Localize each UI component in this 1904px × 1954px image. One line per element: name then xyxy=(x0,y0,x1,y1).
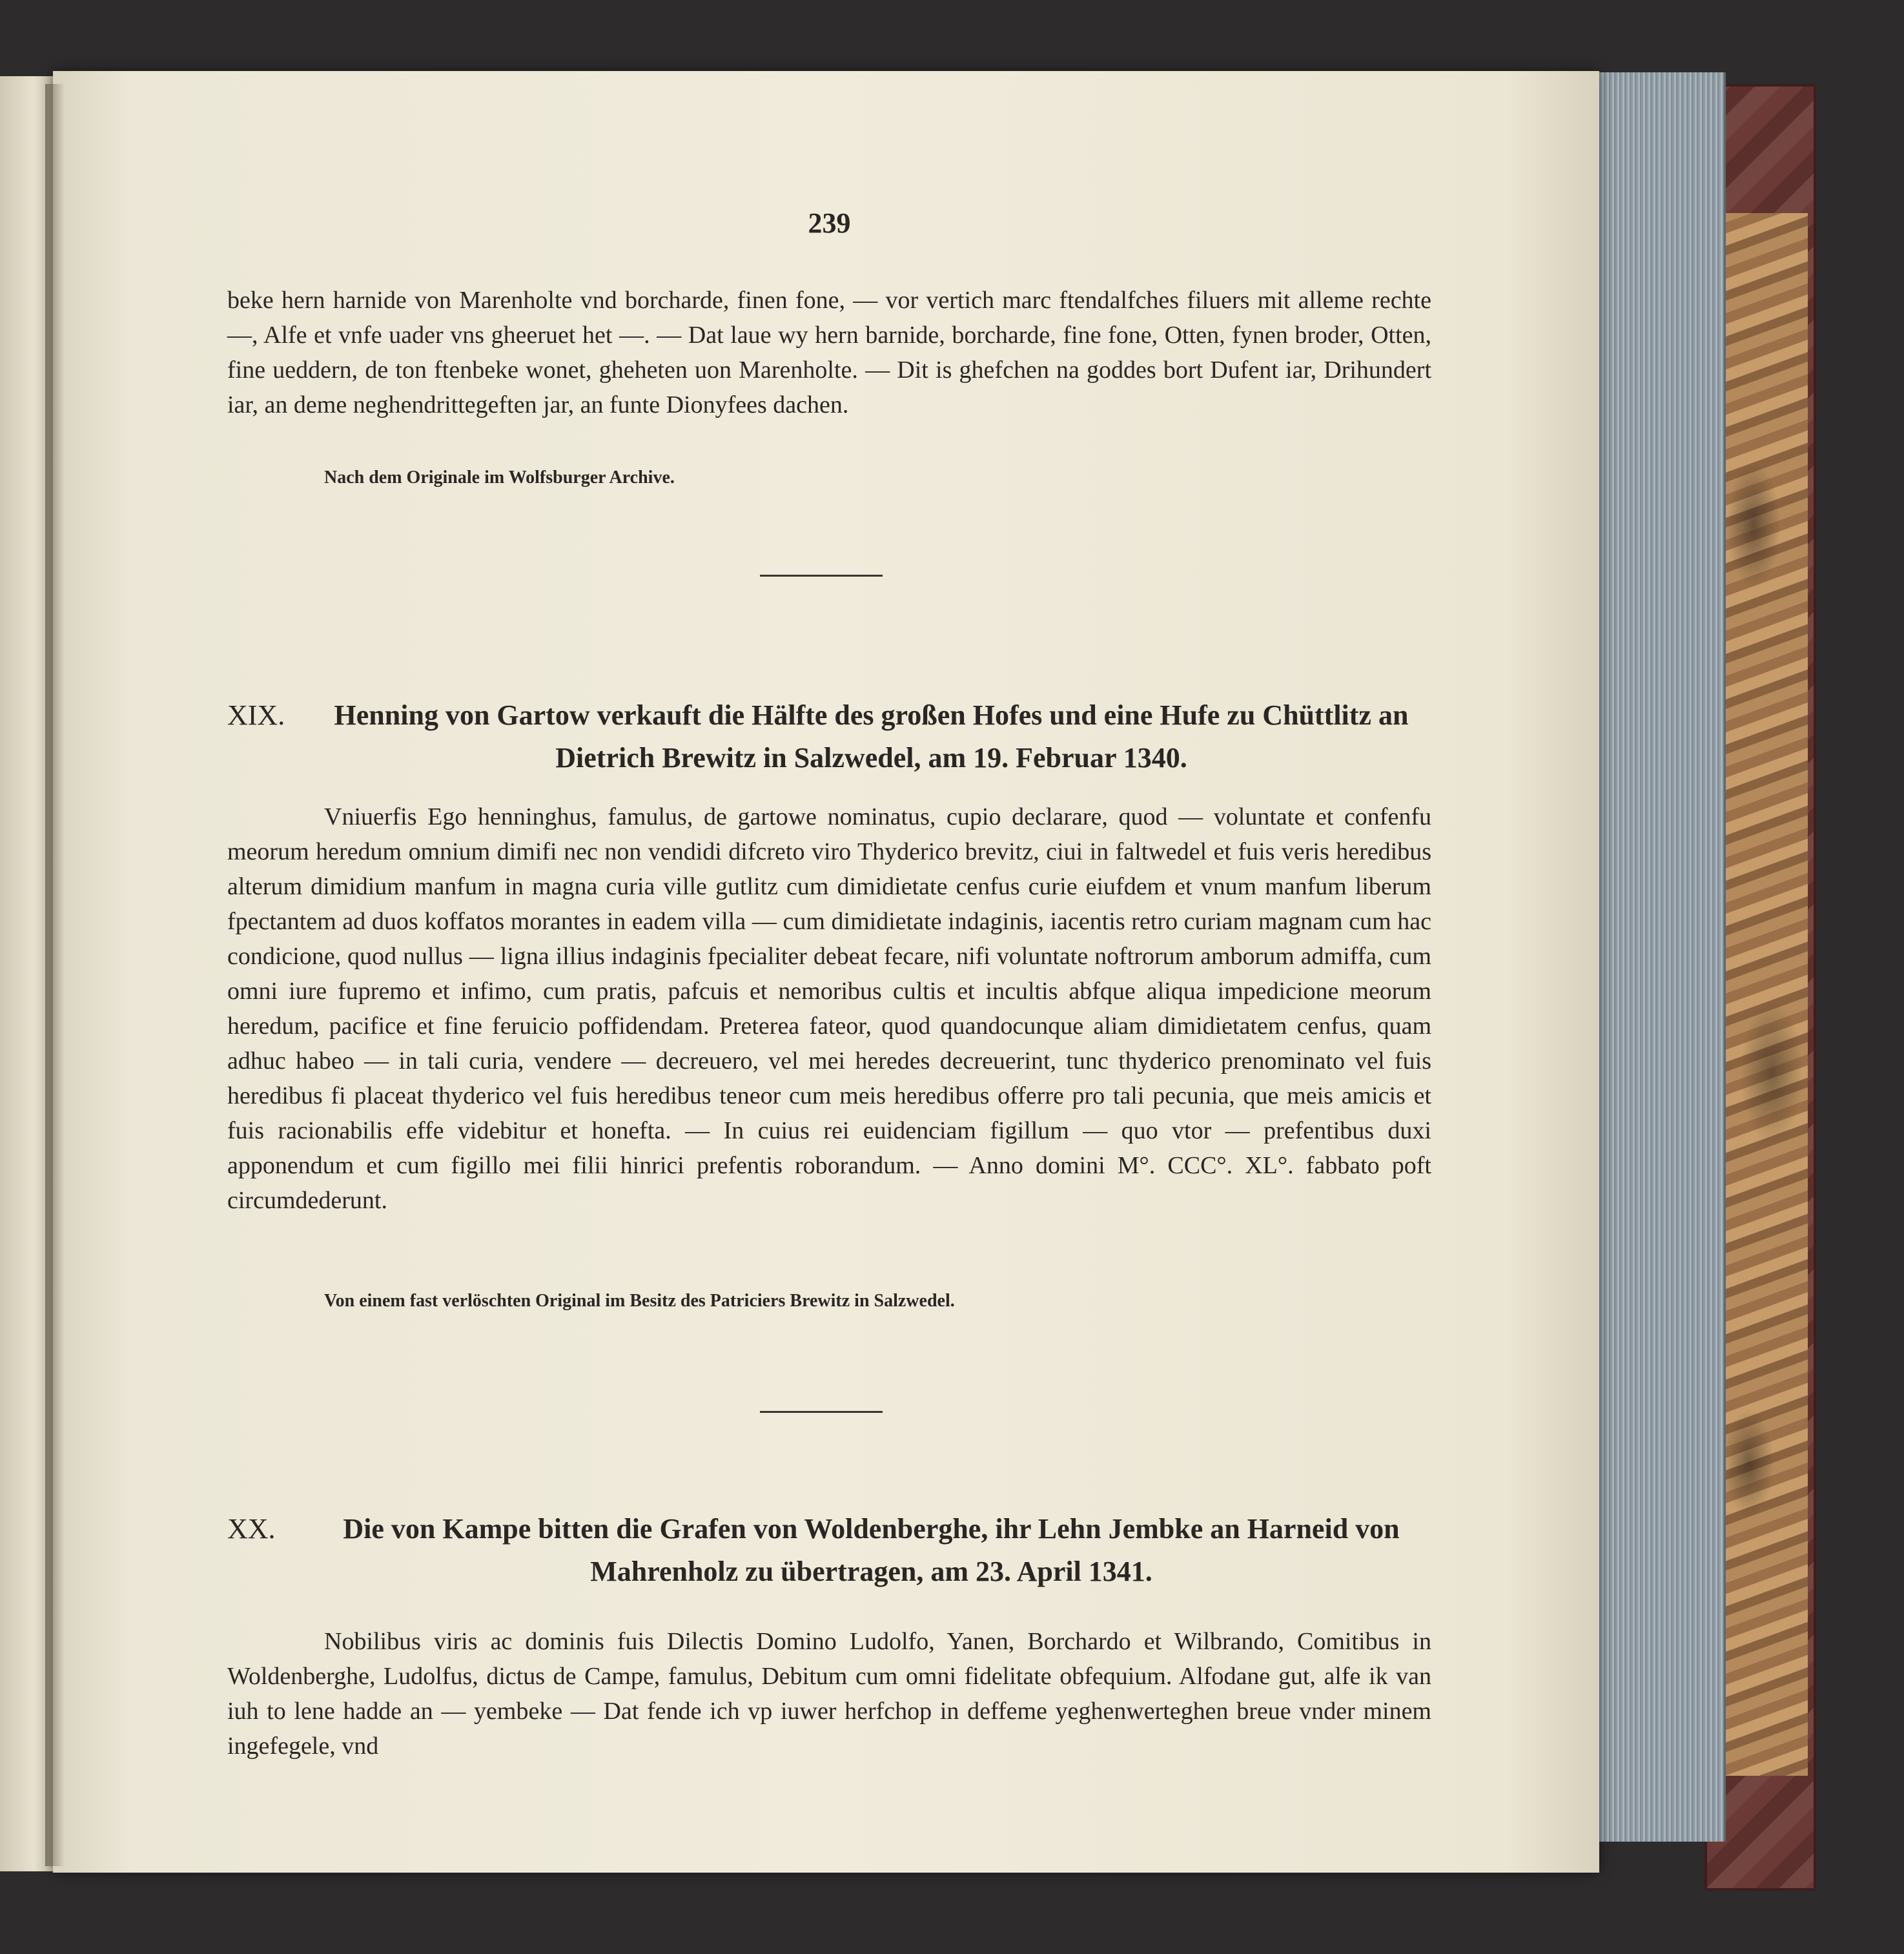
section-title: Henning von Gartow verkauft die Hälfte des großen Hofes und eine Hufe zu Chüttlitz an Dietrich Brewitz in Salzwedel, am 19. Februar 1340. xyxy=(334,699,1409,774)
section-divider xyxy=(760,575,883,577)
marbled-cover-paper xyxy=(1717,213,1808,1776)
continued-charter-text: beke hern harnide von Marenholte vnd borcharde, finen fone, — vor vertich marc ftendalfches filuers mit alleme rechte —, Alfe et vnfe uader vns gheeruet het —. — Dat laue wy hern barnide, borcharde, fine fone, Otten, fynen broder, Otten, fine ueddern, de ton ftenbeke wonet, gheheten uon Marenholte. — Dit is ghefchen na goddes bort Dufent iar, Drihundert iar, an deme neghendrittegeften jar, an funte Dionyfees dachen. xyxy=(227,287,1431,418)
page-number: 239 xyxy=(808,207,851,239)
source-note: Nach dem Originale im Wolfsburger Archive. xyxy=(324,468,675,488)
book-page xyxy=(53,71,1599,1873)
section-number: XX. xyxy=(227,1513,276,1545)
source-note: Von einem fast verlöschten Original im Besitz des Patriciers Brewitz in Salzwedel. xyxy=(324,1291,955,1311)
charter-text-xx: Nobilibus viris ac dominis fuis Dilectis Domino Ludolfo, Yanen, Borchardo et Wilbrando, Comitibus in Woldenberghe, Ludolfus, dictus de Campe, famulus, Debitum cum omni fidelitate obfequium. Alfodane gut, alfe ik van iuh to lene hadde an — yembeke — Dat fende ich vp iuwer herfchop in deffeme yeghenwerteghen breue vnder minem ingefegele, vnd xyxy=(227,1628,1431,1760)
section-title: Die von Kampe bitten die Grafen von Woldenberghe, ihr Lehn Jembke an Harneid von Mahrenholz zu übertragen, am 23. April 1341. xyxy=(343,1513,1400,1587)
section-divider xyxy=(760,1411,883,1413)
page-block-edges xyxy=(1595,72,1726,1842)
page-gutter-shadow xyxy=(45,84,65,1866)
charter-text-xix: Vniuerfis Ego henninghus, famulus, de gartowe nominatus, cupio declarare, quod — voluntate et confenfu meorum heredum omnium dimifi nec non vendidi difcreto viro Thyderico brevitz, ciui in faltwedel et fuis veris heredibus alterum dimidium manfum in magna curia ville gutlitz cum dimidietate cenfus curie eiufdem et vnum manfum liberum fpectantem ad duos koffatos morantes in eadem villa — cum dimidietate indaginis, iacentis retro curiam magnam cum hac condicione, quod nullus — ligna illius indaginis fpecialiter debeat fecare, nifi voluntate noftrorum amborum admiffa, cum omni iure fupremo et infimo, cum pratis, pafcuis et nemoribus cultis et incultis abfque aliqua impedicione meorum heredum, pacifice et fine feruicio poffidendam. Preterea fateor, quod quandocunque aliam dimidietatem cenfus, quam adhuc habeo — in tali curia, vendere — decreuero, vel mei heredes decreuerint, tunc thyderico prenominato vel fuis heredibus fi placeat thyderico vel fuis heredibus teneor cum meis heredibus offerre pro tali pecunia, que meis amicis et fuis racionabilis effe videbitur et honefta. — In cuius rei euidenciam figillum — quo vtor — prefentibus duxi apponendum et cum figillo mei filii hinrici prefentis roborandum. — Anno domini M°. CCC°. XL°. fabbato poft circumdederunt. xyxy=(227,803,1431,1214)
section-number: XIX. xyxy=(227,699,285,731)
